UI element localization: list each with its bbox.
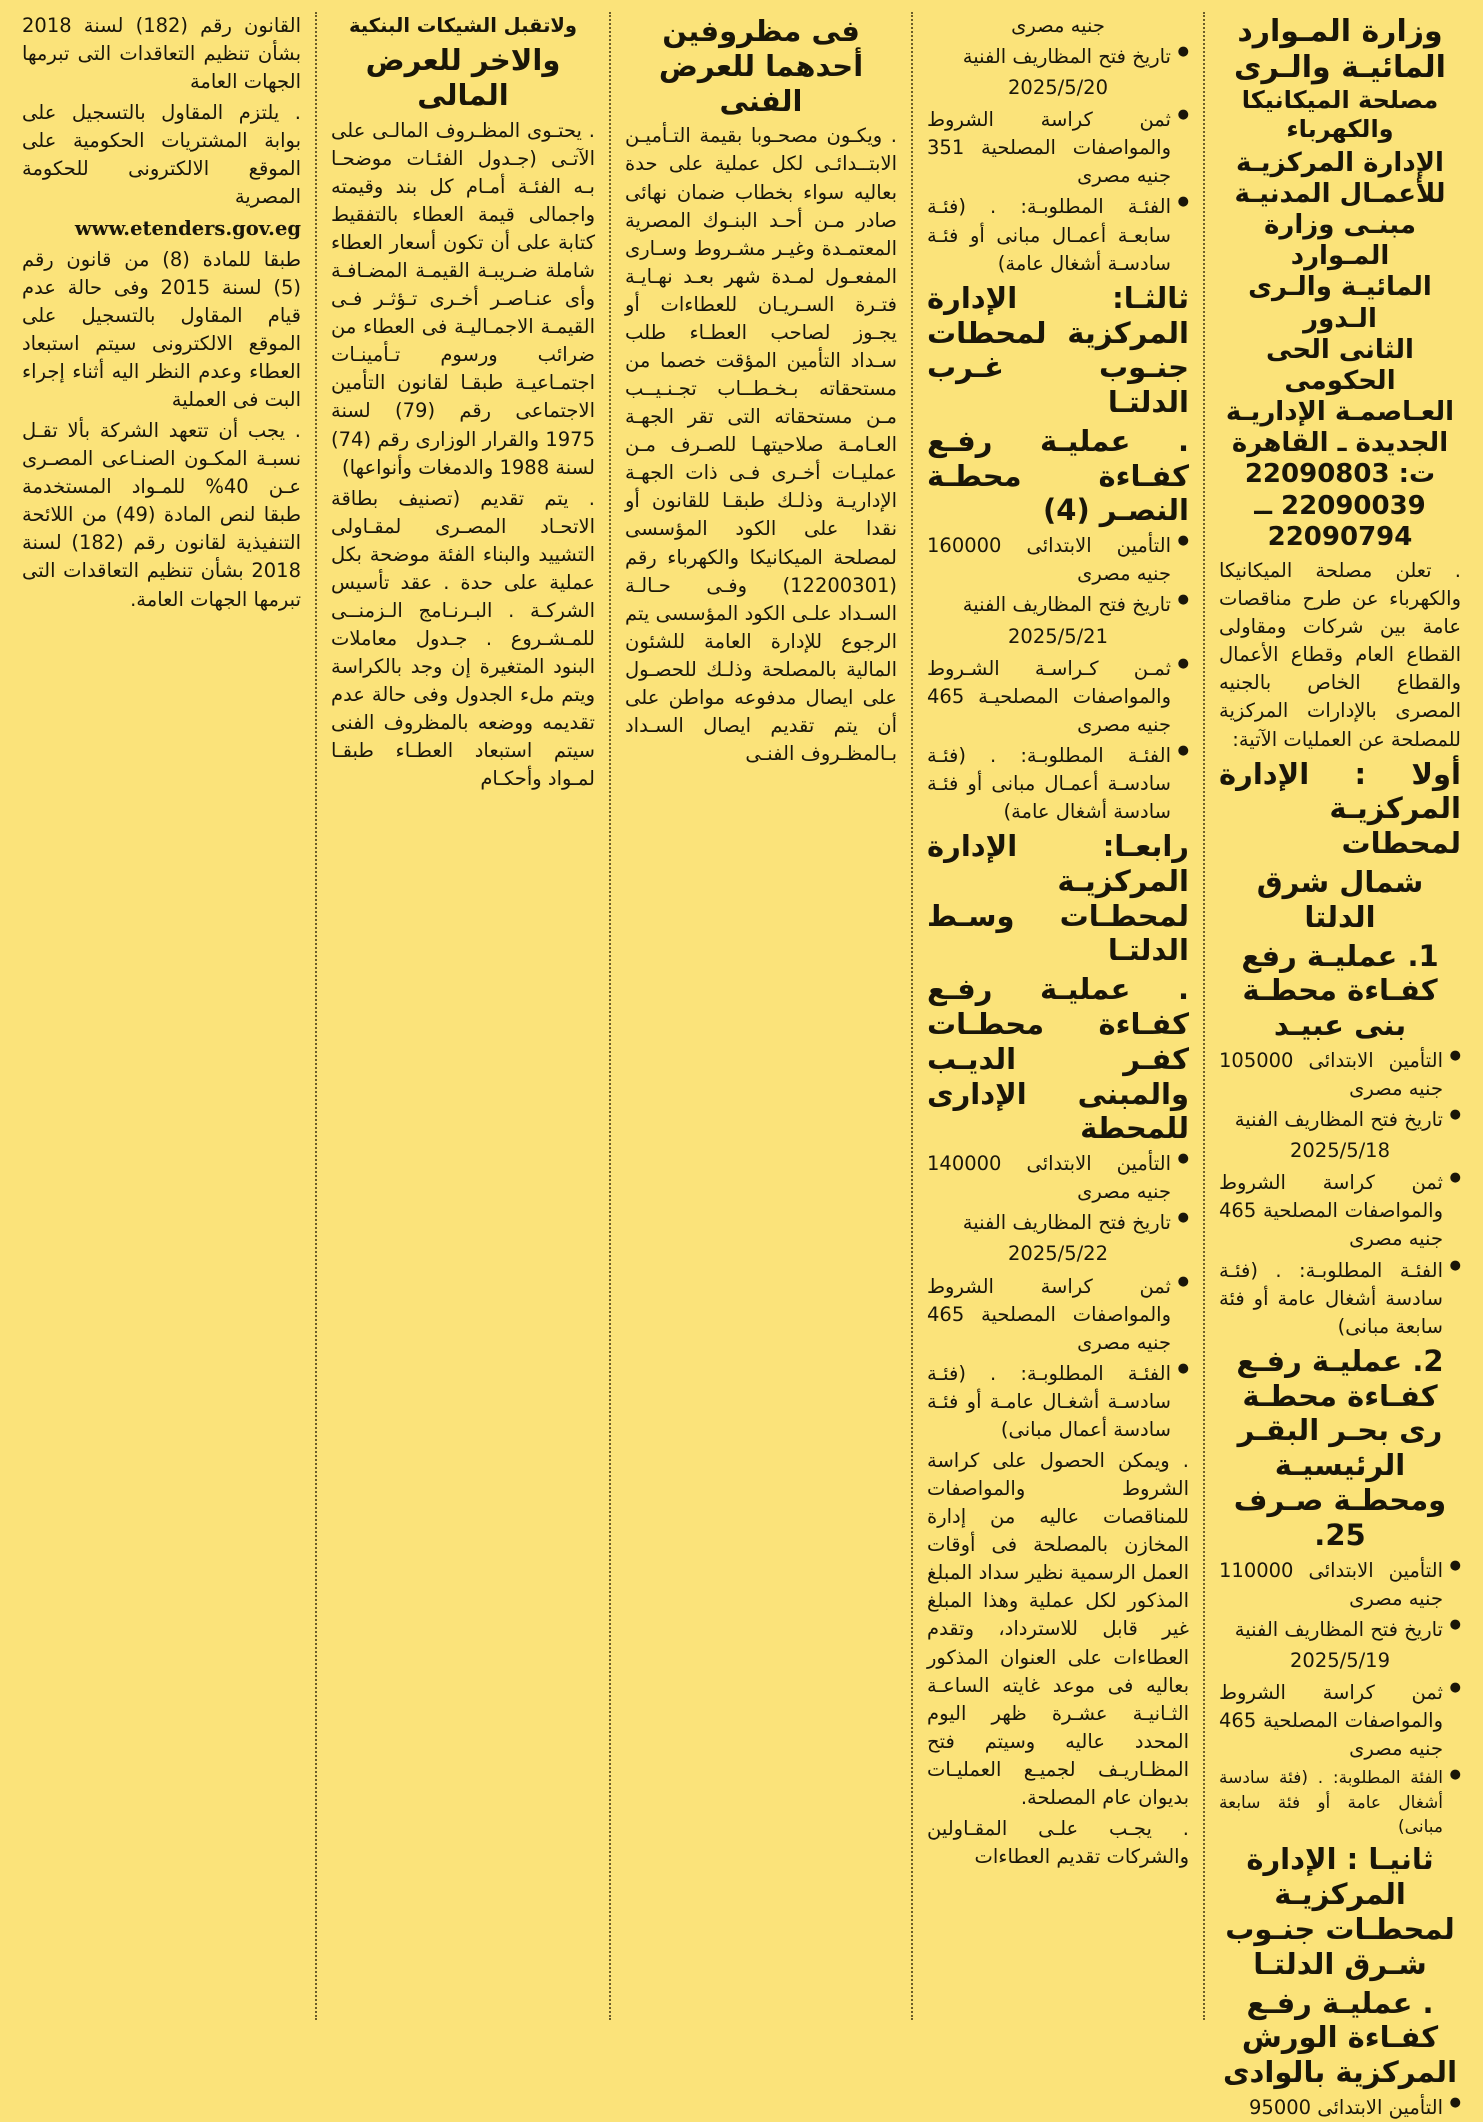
ministry-title (1219, 14, 1461, 144)
column-5 (8, 12, 317, 2020)
op-b-booklet-price: ● ثمـن كـراسـة الشـروط والمواصفات المصلحيـة 465 جنيه مصرى (927, 655, 1189, 739)
title-line-1: وزارة المـوارد (1237, 14, 1443, 49)
op-c-deposit: ● التأمين الابتدائى 140000 جنيه مصرى (927, 1150, 1189, 1206)
op-b-deposit: ● التأمين الابتدائى 160000 جنيه مصرى (927, 532, 1189, 588)
op1-opening-date-label: ● تاريخ فتح المظاريف الفنية (1219, 1106, 1461, 1134)
dept-line-3: مبنـى وزارة المـوارد (1264, 209, 1416, 272)
col5-paragraph-3: طبقا للمادة (8) من قانون رقم (5) لسنة 2015 وفى حالة عدم قيام المقاول بالتسجيل على الموقع الالكترونى سيتم استبعاد العطاء وعدم النظر اليه أثناء إجراء البت فى العملية (22, 247, 301, 412)
column-1 (1205, 12, 1475, 2120)
op2-booklet-price: ● ثمن كراسة الشروط والمواصفات المصلحية 465 جنيه مصرى (1219, 1679, 1461, 1763)
op2-opening-date-label: ● تاريخ فتح المظاريف الفنية (1219, 1616, 1461, 1644)
col2-top: جنيه مصرى (1011, 14, 1105, 37)
op-c-booklet-price: ● ثمن كراسة الشروط والمواصفات المصلحية 465 جنيه مصرى (927, 1273, 1189, 1357)
section-2-deposit: ● التأمين الابتدائى 95000 (1219, 2094, 1461, 2122)
op-a-category: ● الفئـة المطلوبـة: . (فئـة سابعـة أعمـال مبانى أو فئـة سادسـة أشغال عامة) (927, 193, 1189, 277)
intro-paragraph: . تعلن مصلحة الميكانيكا والكهرباء عن طرح مناقصات عامة بين شركات ومقاولى القطاع العام وقطاع الأعمال والقطاع الخاص بالجنيه المصرى بالإدارات المركزية للمصلحة عن العمليات الآتية: (1219, 559, 1461, 751)
op2-category: ● الفئة المطلوبة: . (فئة سادسة أشغال عامة أو فئة سابعة مبانى) (1219, 1766, 1461, 1839)
col4-paragraph-1: . يحتـوى المظـروف المالـى على الآتـى (جـدول الفئـات موضحـا بـه الفئـة أمـام كل بند وقيمته واجمالى قيمة العطاء بالتفقيط كتابة على أن تكون أسعار العطاء شاملة ضـريبـة القيمـة المضـافـة وأى عنـاصـر أخـرى تـؤثـر فـى القيمـة الاجمـاليـة فى العطاء من ضرائب ورسوم تـأمينـات اجتمـاعيـة طبقـا لقانون التأمين الاجتماعى رقم (79) لسنة 1975 والقرار الوزارى رقم (74) لسنة 1988 والدمغات وأنواعها) (331, 118, 595, 479)
dept-line-1: الإدارة المركزيـة (1236, 147, 1444, 178)
col3-heading: فى مظروفين أحدهما للعرض الفنى (658, 14, 864, 118)
column-2 (913, 12, 1205, 2020)
col2-paragraph: . ويمكن الحصول على كراسة الشروط والمواصفات للمناقصات عاليه من إدارة المخازن بالمصلحة فى أوقات العمل الرسمية نظير سداد المبلغ المذكور لكل عملية وهذا المبلغ غير قابل للاسترداد، وتقدم العطاءات على العنوان المذكور بعاليه فى موعد غايته الساعـة الثـانيـة عشـرة ظهر اليوم المحدد عاليه وسيتم فتح المظـاريـف لجميـع العمليـات بديوان عام المصلحة. (927, 1449, 1189, 1809)
col4-paragraph-2: . يتم تقديم (تصنيف بطاقة الاتحـاد المصـرى لمقـاولى التشييد والبناء الفئة موضحة بكل عملية على حدة . عقد تأسيس الشركـة . البـرنـامج الـزمنــى للمـشـروع . جـدول معاملات البنود المتغيرة إن وجد بالكراسة ويتم ملء الجدول وفى حالة عدم تقديمه ووضعه بالمظروف الفنى سيتم استبعاد العطـاء طبقـا لمـواد وأحكـام (331, 486, 595, 791)
section-1-title: أولا : الإدارة المركزيـة لمحطات (1219, 756, 1461, 861)
section-3-operation: . عمليـة رفـع كفـاءة محطـة النصـر (4) (927, 423, 1189, 528)
col3-body: . ويكـون مصحـوبا بقيمة التـأميـن الابتــدائـى لكل عملية على حدة بعاليه سواء بخطاب ضمان نهائى صادر مـن أحـد البنـوك المصرية المعتمـدة وغيـر مشـروط وسـارى المفعـول لمـدة شهر بعـد نهـايـة فتـرة السـريـان للعطاءات أو يجـوز لصاحب العطـاء طلب سـداد التأمين المؤقت خصما من مستحقاته بـخـطــاب تجـنـيــب مـن مستحقاته التى تقر الجهـة العـامـة صلاحيتهـا للصـرف مـن عمليـات أخـرى فـى ذات الجهـة الإداريـة وذلـك طبقـا للقانون أو نقدا على الكود المؤسسى لمصلحة الميكانيكا والكهرباء رقم (12200301) وفـى حـالـة السـداد علـى الكود المؤسسى يتم الرجوع للإدارة العامة للشئون المالية بالمصلحة وذلـك للحصـول على ايصال مدفوعه مواطن على أن يتم تقديم ايصال السـداد بـالمظـروف الفنـى (625, 124, 897, 766)
op-a-booklet-price: ● ثمن كراسة الشروط والمواصفات المصلحية 351 جنيه مصرى (927, 106, 1189, 190)
telephone-line-2: 22090039 ــ 22090794 (1254, 490, 1426, 552)
col2-paragraph-2: . يجـب علـى المقـاولين والشركات تقديم العطاءات (927, 1817, 1189, 1869)
op-c-opening-date: 2025/5/22 (1008, 1242, 1108, 1266)
op1-booklet-price: ● ثمن كراسة الشروط والمواصفات المصلحية 465 جنيه مصرى (1219, 1169, 1461, 1253)
operation-1-title: 1. عمليـة رفع كفـاءة محطـة بنى عبيـد (1241, 938, 1439, 1043)
column-3 (611, 12, 913, 2020)
col5-paragraph-4: . يجب أن تتعهد الشركة بألا تقـل نسبـة المكـون الصنـاعى المصـرى عـن 40% للمـواد المستخدمة طبقا لنص المادة (49) من اللائحة التنفيذية لقانون رقم (182) لسنة 2018 بشأن تنظيم التعاقدات التى تبرمها الجهات العامة. (22, 419, 302, 611)
op-b-opening-date: 2025/5/21 (1008, 624, 1108, 648)
op-b-category: ● الفئـة المطلوبـة: . (فئـة سادسـة أعمـال مبانى أو فئـة سادسة أشغال عامة) (927, 742, 1189, 826)
op-a-opening-date: 2025/5/20 (1008, 76, 1108, 100)
section-3-title: ثالثـا: الإدارة المركزية لمحطات جنـوب غـرب الدلتـا (927, 280, 1189, 420)
section-1-subtitle: شمال شرق الدلتا (1256, 864, 1424, 934)
telephone-line: ت: 22090803 (1244, 459, 1436, 490)
op-c-category: ● الفئـة المطلوبـة: . (فئـة سادسـة أشغـال عامـة أو فئـة سادسة أعمال مبانى) (927, 1360, 1189, 1444)
op1-opening-date: 2025/5/18 (1290, 1139, 1390, 1163)
col4-heading-top: ولاتقبل الشيكات البنكية (348, 14, 578, 37)
section-4-operation: . عمليـة رفـع كفـاءة محطـات كفـر الديـب والمبنى الإدارى للمحطة (927, 972, 1189, 1146)
column-4 (317, 12, 611, 2020)
dept-line-5: الثانى الحى الحكومى (1266, 334, 1414, 396)
col5-paragraph-2: . يلتزم المقاول بالتسجيل على بوابة المشتريات الحكومية على الموقع الالكترونى للحكومة المصرية (22, 101, 301, 209)
dept-line-2: للأعمـال المدنيـة (1234, 178, 1446, 209)
dept-line-7: الجديدة ـ القاهرة (1231, 428, 1449, 459)
department-block (1219, 148, 1461, 553)
section-4-title: رابعـا: الإدارة المركزيـة لمحطـات وسـط الدلتـا (927, 829, 1189, 968)
title-line-2: المائيـة والـرى (1234, 50, 1446, 85)
op-a-opening-date-label: ● تاريخ فتح المظاريف الفنية (927, 43, 1189, 71)
op-b-opening-date-label: ● تاريخ فتح المظاريف الفنية (927, 591, 1189, 619)
title-line-3: مصلحة الميكانيكا والكهرباء (1241, 86, 1439, 143)
etenders-url: www.etenders.gov.eg (74, 216, 301, 240)
op1-category: ● الفئـة المطلوبـة: . (فئـة سادسة أشغال عامة أو فئة سابعة مبانى) (1219, 1257, 1461, 1341)
op-c-opening-date-label: ● تاريخ فتح المظاريف الفنية (927, 1209, 1189, 1237)
col4-heading: والاخر للعرض المالى (365, 43, 561, 112)
section-2-operation: . عمليـة رفـع كفـاءة الورش المركزية بالوادى (1222, 1985, 1458, 2090)
dept-line-4: المائيـة والـرى الـدور (1248, 272, 1432, 334)
section-2-title: ثانيـا : الإدارة المركزيـة لمحطـات جنـوب شـرق الدلتـا (1225, 1842, 1455, 1981)
op2-opening-date: 2025/5/19 (1290, 1648, 1390, 1672)
op1-deposit: ● التأمين الابتدائى 105000 جنيه مصرى (1219, 1047, 1461, 1103)
dept-line-6: العـاصمـة الإداريـة (1225, 397, 1455, 428)
col5-paragraph-1: القانون رقم (182) لسنة 2018 بشأن تنظيم التعاقدات التى تبرمها الجهات العامة (22, 14, 301, 94)
op2-deposit: ● التأمين الابتدائى 110000 جنيه مصرى (1219, 1557, 1461, 1613)
operation-2-title: 2. عمليـة رفـع كفـاءة محطـة رى بحـر البقـر الرئيسيـة ومحطـة صـرف 25. (1233, 1343, 1447, 1552)
